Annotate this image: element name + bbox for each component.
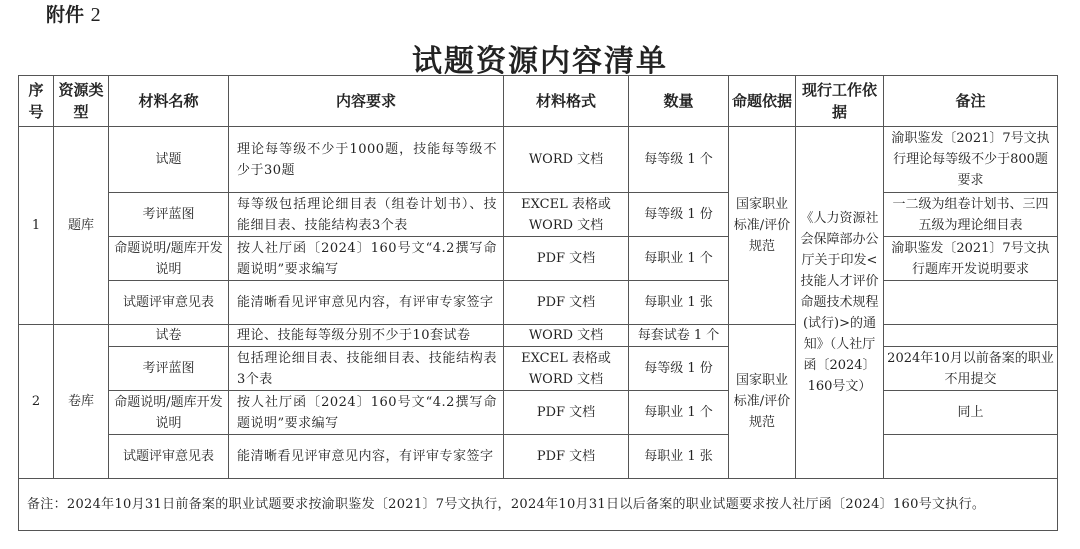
note-cell: 渝职鉴发〔2021〕7号文执行理论每等级不少于800题要求 xyxy=(884,127,1058,193)
table-row xyxy=(19,237,1058,281)
header-type: 资源类型 xyxy=(54,76,109,127)
quantity: 每等级 1 份 xyxy=(629,347,729,391)
quantity: 每职业 1 个 xyxy=(629,237,729,281)
table-row xyxy=(19,325,1058,347)
content-requirement: 按人社厅函〔2024〕160号文“4.2撰写命题说明”要求编写 xyxy=(229,391,504,435)
header-note: 备注 xyxy=(884,76,1058,127)
attachment-number: 2 xyxy=(90,4,101,26)
header-current: 现行工作依据 xyxy=(796,76,884,127)
material-format: PDF 文档 xyxy=(504,391,629,435)
material-name: 试题评审意见表 xyxy=(109,281,229,325)
material-name: 试题 xyxy=(109,127,229,193)
header-basis: 命题依据 xyxy=(729,76,796,127)
quantity: 每职业 1 张 xyxy=(629,281,729,325)
material-format: PDF 文档 xyxy=(504,435,629,479)
material-format: PDF 文档 xyxy=(504,281,629,325)
material-format: WORD 文档 xyxy=(504,325,629,347)
quantity: 每等级 1 份 xyxy=(629,193,729,237)
header-qty: 数量 xyxy=(629,76,729,127)
quantity: 每套试卷 1 个 xyxy=(629,325,729,347)
note-cell: 2024年10月以前备案的职业不用提交 xyxy=(884,347,1058,391)
note-cell: 一二级为组卷计划书、三四五级为理论细目表 xyxy=(884,193,1058,237)
header-seq: 序号 xyxy=(19,76,54,127)
current-basis: 《人力资源社会保障部办公厅关于印发<技能人才评价命题技术规程(试行)>的通知》（人社厅函〔2024〕160号文） xyxy=(796,127,884,479)
group-seq: 2 xyxy=(19,325,54,479)
content-requirement: 能清晰看见评审意见内容，有评审专家签字 xyxy=(229,281,504,325)
proposition-basis: 国家职业标准/评价规范 xyxy=(729,127,796,325)
content-requirement: 包括理论细目表、技能细目表、技能结构表3个表 xyxy=(229,347,504,391)
quantity: 每等级 1 个 xyxy=(629,127,729,193)
header-row xyxy=(19,76,1058,127)
note-cell: 渝职鉴发〔2021〕7号文执行题库开发说明要求 xyxy=(884,237,1058,281)
footer-row xyxy=(19,479,1058,531)
material-name: 命题说明/题库开发说明 xyxy=(109,391,229,435)
material-format: PDF 文档 xyxy=(504,237,629,281)
material-format: WORD 文档 xyxy=(504,127,629,193)
header-format: 材料格式 xyxy=(504,76,629,127)
note-cell xyxy=(884,281,1058,325)
proposition-basis: 国家职业标准/评价规范 xyxy=(729,325,796,479)
attachment-text: 附件 xyxy=(46,4,85,26)
table-row xyxy=(19,127,1058,193)
content-requirement: 理论每等级不少于1000题，技能每等级不少于30题 xyxy=(229,127,504,193)
table-row xyxy=(19,435,1058,479)
resource-table xyxy=(18,75,1058,531)
header-content: 内容要求 xyxy=(229,76,504,127)
table-row xyxy=(19,193,1058,237)
table-row xyxy=(19,281,1058,325)
group-seq: 1 xyxy=(19,127,54,325)
material-format: EXCEL 表格或 WORD 文档 xyxy=(504,347,629,391)
footer-note: 备注：2024年10月31日前备案的职业试题要求按渝职鉴发〔2021〕7号文执行，2024年10月31日以后备案的职业试题要求按人社厅函〔2024〕160号文执行。 xyxy=(19,479,1058,531)
material-name: 命题说明/题库开发说明 xyxy=(109,237,229,281)
quantity: 每职业 1 个 xyxy=(629,391,729,435)
page-title: 试题资源内容清单 xyxy=(412,44,668,79)
quantity: 每职业 1 张 xyxy=(629,435,729,479)
material-name: 考评蓝图 xyxy=(109,193,229,237)
note-cell xyxy=(884,325,1058,347)
attachment-label xyxy=(46,0,101,27)
content-requirement: 理论、技能每等级分别不少于10套试卷 xyxy=(229,325,504,347)
note-cell: 同上 xyxy=(884,391,1058,435)
table-row xyxy=(19,347,1058,391)
group-type: 卷库 xyxy=(54,325,109,479)
material-name: 试卷 xyxy=(109,325,229,347)
content-requirement: 能清晰看见评审意见内容，有评审专家签字 xyxy=(229,435,504,479)
header-name: 材料名称 xyxy=(109,76,229,127)
material-format: EXCEL 表格或 WORD 文档 xyxy=(504,193,629,237)
note-cell xyxy=(884,435,1058,479)
group-type: 题库 xyxy=(54,127,109,325)
content-requirement: 按人社厅函〔2024〕160号文“4.2撰写命题说明”要求编写 xyxy=(229,237,504,281)
content-requirement: 每等级包括理论细目表（组卷计划书）、技能细目表、技能结构表3个表 xyxy=(229,193,504,237)
material-name: 考评蓝图 xyxy=(109,347,229,391)
table-row xyxy=(19,391,1058,435)
material-name: 试题评审意见表 xyxy=(109,435,229,479)
